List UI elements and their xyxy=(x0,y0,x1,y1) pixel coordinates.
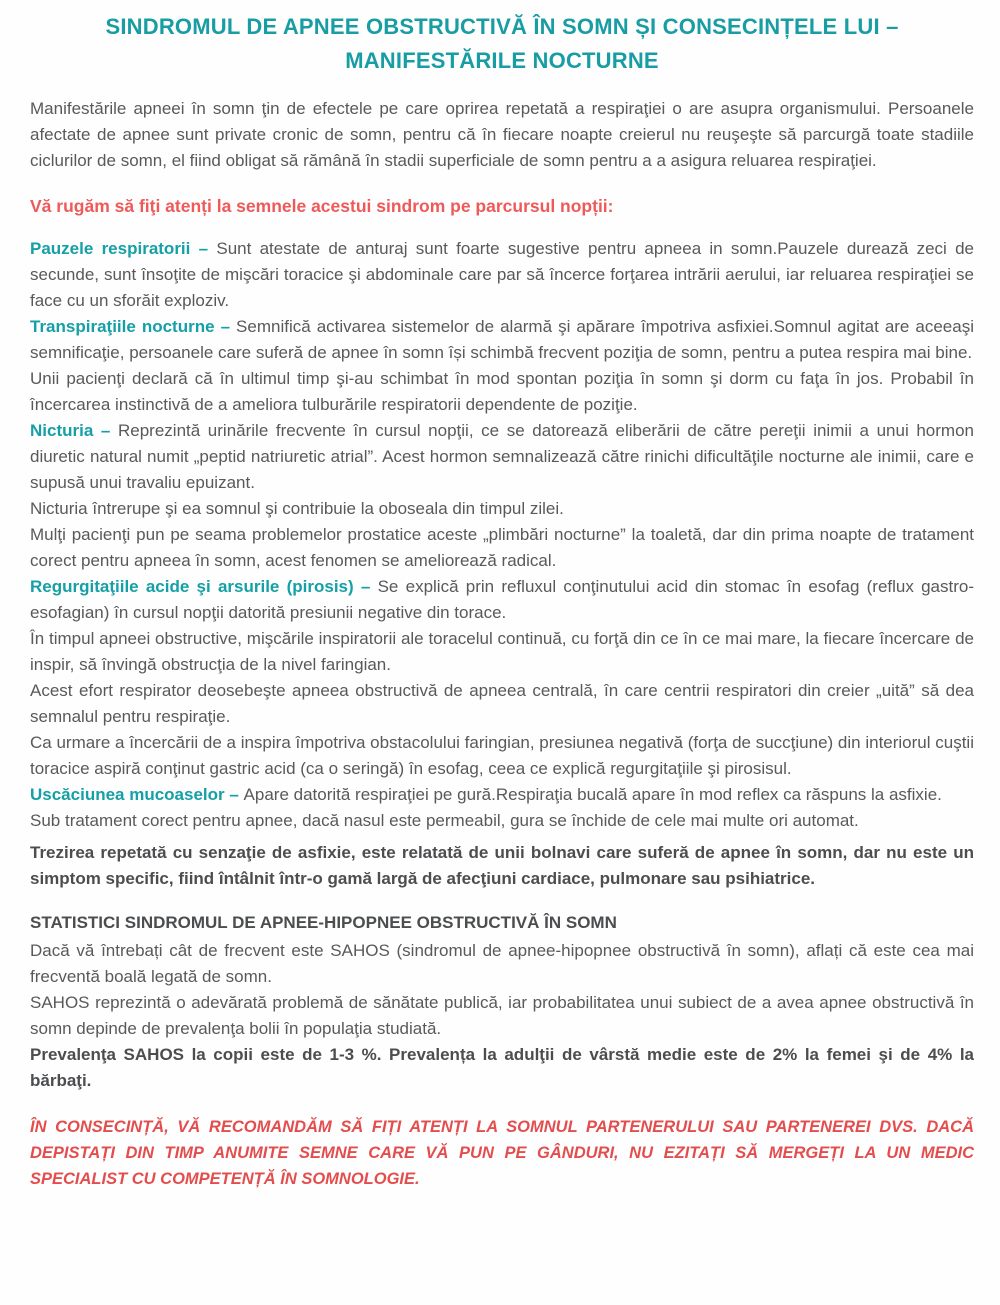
page-title-line2: MANIFESTĂRILE NOCTURNE xyxy=(345,48,659,73)
symptom-paragraph-transpiratiile xyxy=(30,314,974,366)
paragraph-apnee-obstructiva-efort xyxy=(30,626,974,678)
symptom-lead-regurgitatiile: Regurgitaţiile acide şi arsurile (pirosis) – xyxy=(30,577,378,596)
paragraph-tratament-gura xyxy=(30,808,974,834)
statistics-heading: STATISTICI SINDROMUL DE APNEE-HIPOPNEE OBSTRUCTIVĂ ÎN SOMN xyxy=(30,913,617,932)
paragraph-tratament-gura-text: Sub tratament corect pentru apnee, dacă nasul este permeabil, gura se închide de cele mai multe ori automat. xyxy=(30,811,859,830)
paragraph-apnee-obstructiva-efort-text: În timpul apneei obstructive, mişcările inspiratorii ale toracelul continuă, cu forţă din ce în ce mai mare, la fiecare încercare de inspir, să învingă obstrucţia de la nivel faringian. xyxy=(30,629,974,674)
symptom-paragraph-nicturia xyxy=(30,418,974,496)
emphasis-paragraph-trezirea: Trezirea repetată cu senzaţie de asfixie, este relatată de unii bolnavi care suferă de apnee în somn, dar nu este un simptom specific, fiind întâlnit într-o gamă largă de afecţiuni cardiace, pulmonare sau psihiatrice. xyxy=(30,843,974,888)
statistics-paragraph-prevalenta: Prevalenţa SAHOS la copii este de 1-3 %. Prevalența la adulţii de vârstă medie este de 2% la femei şi de 4% la bărbaţi. xyxy=(30,1045,974,1090)
symptom-lead-uscaciunea: Uscăciunea mucoaselor – xyxy=(30,785,244,804)
symptom-paragraph-uscaciunea xyxy=(30,782,974,808)
paragraph-nicturia-oboseala-text: Nicturia întrerupe şi ea somnul şi contribuie la oboseala din timpul zilei. xyxy=(30,499,564,518)
symptom-paragraph-regurgitatiile xyxy=(30,574,974,626)
paragraph-pozitie-somn xyxy=(30,366,974,418)
symptom-lead-transpiratiile: Transpiraţiile nocturne – xyxy=(30,317,237,336)
symptom-paragraph-pauzele xyxy=(30,236,974,314)
page-title-line1: SINDROMUL DE APNEE OBSTRUCTIVĂ ÎN SOMN ȘI CONSECINȚELE LUI – xyxy=(105,14,899,39)
page-title xyxy=(30,10,974,78)
paragraph-presiune-negativa xyxy=(30,730,974,782)
paragraph-plimbari-nocturne xyxy=(30,522,974,574)
paragraph-apnee-centrala xyxy=(30,678,974,730)
footer-recommendation-note: ÎN CONSECINȚĂ, VĂ RECOMANDĂM SĂ FIȚI ATENȚI LA SOMNUL PARTENERULUI SAU PARTENEREI DVS. DACĂ DEPISTAȚI DIN TIMP ANUMITE SEMNE CARE VĂ PUN PE GÂNDURI, NU EZITAȚI SĂ MERGEȚI LA UN MEDIC SPECIALIST CU COMPETENȚĂ ÎN SOMNOLOGIE. xyxy=(30,1118,974,1188)
symptom-text-pauzele: Sunt atestate de anturaj sunt foarte sugestive pentru apneea in somn.Pauzele durează zeci de secunde, sunt însoţite de mişcări toracice şi abdominale care par să încerce forţarea intrării aerului, iar reluarea respiraţiei se face cu un sforăit exploziv. xyxy=(30,239,974,310)
symptom-lead-nicturia: Nicturia – xyxy=(30,421,118,440)
warning-heading: Vă rugăm să fiţi atenți la semnele acestui sindrom pe parcursul nopții: xyxy=(30,196,614,216)
paragraph-pozitie-somn-text: Unii pacienţi declară că în ultimul timp şi-au schimbat în mod spontan poziţia în somn şi dorm cu faţa în jos. Probabil în încercarea instinctivă de a ameliora tulburările respiratorii dependente de poziţie. xyxy=(30,369,974,414)
paragraph-apnee-centrala-text: Acest efort respirator deosebeşte apneea obstructivă de apneea centrală, în care centrii respiratori din creier „uită” să dea semnalul pentru respiraţie. xyxy=(30,681,974,726)
statistics-paragraph-frecventa: Dacă vă întrebați cât de frecvent este SAHOS (sindromul de apnee-hipopnee obstructivă în somn), aflați că este cea mai frecventă boală legată de somn. xyxy=(30,941,974,986)
symptom-text-transpiratiile: Semnifică activarea sistemelor de alarmă şi apărare împotriva asfixiei.Somnul agitat are aceeaşi semnificaţie, persoanele care suferă de apnee în somn își schimbă frecvent poziţia de somn, pentru a putea respira mai bine. xyxy=(30,317,974,362)
intro-paragraph: Manifestările apneei în somn ţin de efectele pe care oprirea repetată a respiraţiei o are asupra organismului. Persoanele afectate de apnee sunt private cronic de somn, pentru că în fiecare noapte creierul nu reuşeşte să parcurgă toate stadiile ciclurilor de somn, el fiind obligat să rămână în stadii superficiale de somn pentru a a asigura reluarea respiraţiei. xyxy=(30,99,974,170)
paragraph-presiune-negativa-text: Ca urmare a încercării de a inspira împotriva obstacolului faringian, presiunea negativă (forţa de succţiune) din interiorul cuştii toracice aspiră conţinut gastric acid (ca o seringă) în esofag, ceea ce explică regurgitaţiile şi pirosisul. xyxy=(30,733,974,778)
statistics-paragraph-sanatate-publica: SAHOS reprezintă o adevărată problemă de sănătate publică, iar probabilitatea unui subiect de a avea apnee obstructivă în somn depinde de prevalenţa bolii în populaţia studiată. xyxy=(30,993,974,1038)
symptom-text-nicturia: Reprezintă urinările frecvente în cursul nopţii, ce se datorează eliberării de către pereţii inimii a unui hormon diuretic natural numit „peptid natriuretic atrial”. Acest hormon semnalizează către rinichi dificultăţile nocturne ale inimii, care e supusă unui travaliu epuizant. xyxy=(30,421,974,492)
paragraph-plimbari-nocturne-text: Mulţi pacienţi pun pe seama problemelor prostatice aceste „plimbări nocturne” la toaletă, dar din prima noapte de tratament corect pentru apneea în somn, acest fenomen se ameliorează radical. xyxy=(30,525,974,570)
symptom-lead-pauzele: Pauzele respiratorii – xyxy=(30,239,217,258)
paragraph-nicturia-oboseala xyxy=(30,496,974,522)
symptom-text-uscaciunea: Apare datorită respiraţiei pe gură.Respiraţia bucală apare în mod reflex ca răspuns la asfixie. xyxy=(243,785,942,804)
symptom-text-regurgitatiile: Se explică prin refluxul conţinutului acid din stomac în esofag (reflux gastro-esofagian) în cursul nopţii datorită presiunii negative din torace. xyxy=(30,577,974,622)
